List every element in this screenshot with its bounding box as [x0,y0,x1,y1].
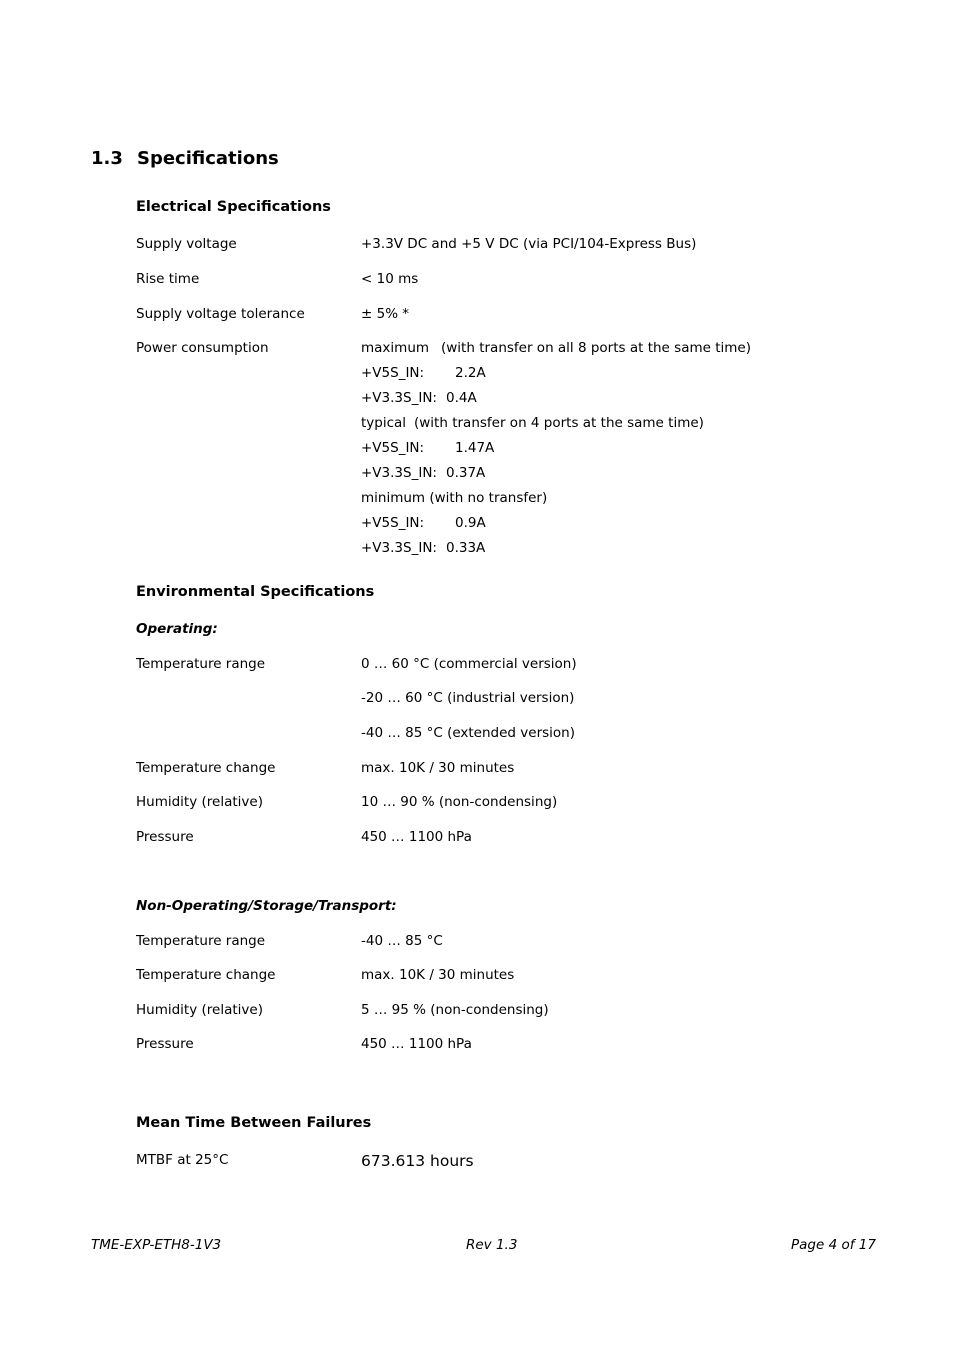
footer-page-number: Page 4 of 17 [791,1237,876,1253]
power-min-v5-label: +V5S_IN: [361,515,425,531]
op-pressure-value: 450 … 1100 hPa [361,829,472,845]
power-typ-v33-value: 0.37A [446,465,486,481]
st-pressure-value: 450 … 1100 hPa [361,1036,472,1052]
footer-revision: Rev 1.3 [466,1237,518,1253]
section-number: 1.3 [91,148,123,169]
power-max-v33-label: +V3.3S_IN: [361,390,437,406]
power-max-v5-label: +V5S_IN: [361,365,425,381]
power-max-v33-value: 0.4A [446,390,477,406]
op-temp-change-value: max. 10K / 30 minutes [361,760,515,776]
st-temp-range-label: Temperature range [136,933,266,949]
st-temp-change-value: max. 10K / 30 minutes [361,967,515,983]
rise-time-value: < 10 ms [361,271,419,287]
power-label: Power consumption [136,340,269,356]
op-temp-change-label: Temperature change [136,760,276,776]
tolerance-value: ± 5% * [361,306,410,322]
power-min-v33-value: 0.33A [446,540,486,556]
st-humidity-label: Humidity (relative) [136,1002,263,1018]
environmental-heading: Environmental Specifications [136,584,375,600]
power-min-v33-label: +V3.3S_IN: [361,540,437,556]
st-temp-range-value: -40 … 85 °C [361,933,443,949]
footer-doc-id: TME-EXP-ETH8-1V3 [91,1237,222,1253]
power-min-line: minimum (with no transfer) [361,490,548,506]
op-humidity-value: 10 … 90 % (non-condensing) [361,794,558,810]
st-pressure-label: Pressure [136,1036,194,1052]
st-humidity-value: 5 … 95 % (non-condensing) [361,1002,549,1018]
power-typ-note: (with transfer on 4 ports at the same time) [414,415,704,431]
op-temp-range-label: Temperature range [136,656,266,672]
power-typ-v33-label: +V3.3S_IN: [361,465,437,481]
tolerance-label: Supply voltage tolerance [136,306,305,322]
st-temp-change-label: Temperature change [136,967,276,983]
op-humidity-label: Humidity (relative) [136,794,263,810]
electrical-heading: Electrical Specifications [136,199,331,215]
power-max-note: (with transfer on all 8 ports at the same time) [441,340,751,356]
op-temp-range-value: -40 … 85 °C (extended version) [361,725,575,741]
power-typ-head: typical [361,415,407,431]
power-max-v5-value: 2.2A [455,365,486,381]
mtbf-heading: Mean Time Between Failures [136,1115,372,1131]
op-temp-range-value: -20 … 60 °C (industrial version) [361,690,575,706]
section-title: Specifications [137,148,279,169]
mtbf-label: MTBF at 25°C [136,1152,229,1168]
power-typ-v5-label: +V5S_IN: [361,440,425,456]
op-temp-range-value: 0 … 60 °C (commercial version) [361,656,577,672]
mtbf-value: 673.613 hours [361,1152,474,1170]
storage-heading: Non-Operating/Storage/Transport: [136,898,397,914]
operating-heading: Operating: [136,621,218,637]
op-pressure-label: Pressure [136,829,194,845]
rise-time-label: Rise time [136,271,200,287]
power-typ-v5-value: 1.47A [455,440,495,456]
supply-voltage-label: Supply voltage [136,236,237,252]
power-min-v5-value: 0.9A [455,515,486,531]
power-max-head: maximum [361,340,430,356]
supply-voltage-value: +3.3V DC and +5 V DC (via PCI/104-Express Bus) [361,236,697,252]
